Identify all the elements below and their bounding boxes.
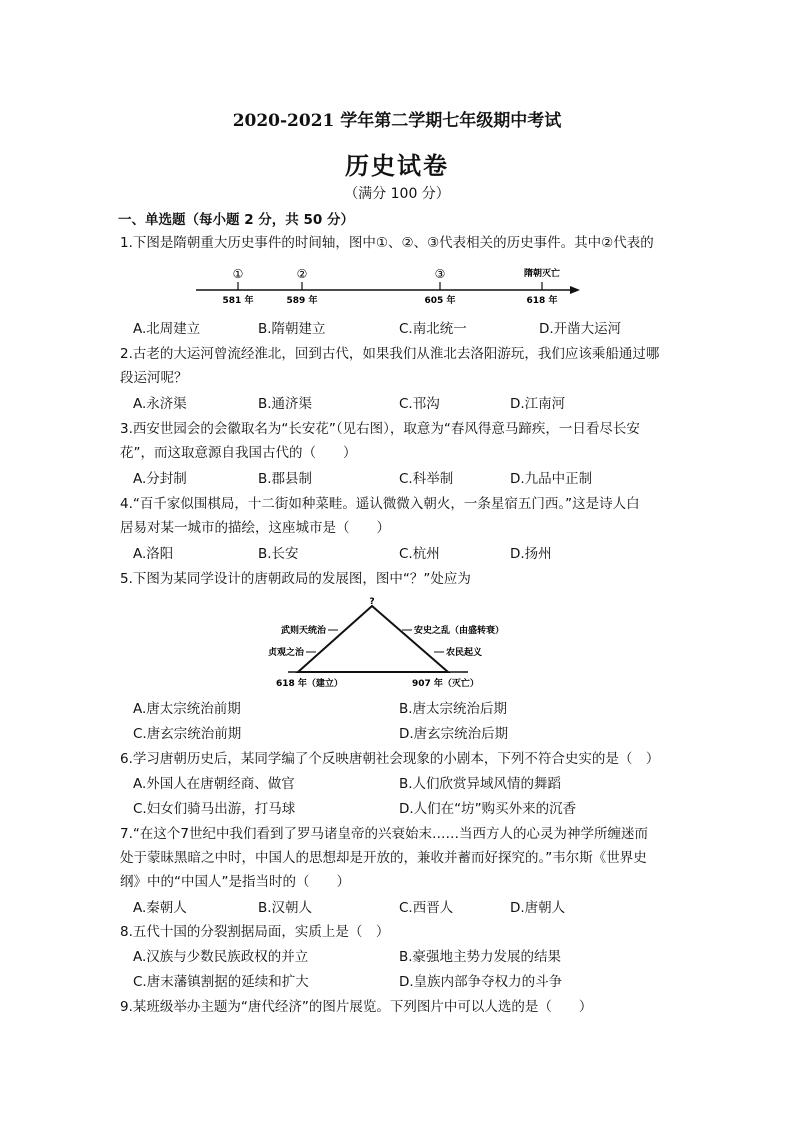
q1-option-d: D.开凿大运河: [539, 321, 622, 337]
timeline-mark-4: 隋朝灭亡: [523, 269, 561, 279]
question-8-text: 8.五代十国的分裂割据局面，实质上是（ ）: [120, 924, 390, 940]
question-4-line-2: 居易对某一城市的描绘，这座城市是（ ）: [120, 520, 390, 536]
q5-tang-politics-diagram: [268, 594, 528, 690]
q7-option-a: A.秦朝人: [133, 900, 187, 916]
timeline-year-589: 589 年: [286, 296, 318, 306]
q2-option-d: D.江南河: [510, 396, 566, 412]
question-7-line-2: 处于蒙昧黑暗之中时，中国人的思想却是开放的，兼收并蓄而好探究的。”韦尔斯《世界史: [120, 850, 647, 866]
q7-option-c: C.西晋人: [399, 900, 454, 916]
score-note: （满分 100 分）: [344, 186, 450, 202]
exam-title: 2020-2021 学年第二学期七年级期中考试: [232, 111, 562, 131]
question-6-text: 6.学习唐朝历史后，某同学编了个反映唐朝社会现象的小剧本，下列不符合史实的是（ ）: [120, 751, 660, 767]
diagram-right-upper: 安史之乱（由盛转衰）: [414, 626, 505, 636]
question-9-text: 9.某班级举办主题为“唐代经济”的图片展览。下列图片中可以人选的是（ ）: [120, 999, 593, 1015]
question-7-line-1: 7.“在这个7世纪中我们看到了罗马诸皇帝的兴衰始末……当西方人的心灵为神学所缠迷而: [120, 826, 648, 842]
q3-option-c: C.科举制: [399, 471, 454, 487]
diagram-start: 618 年（建立）: [276, 679, 343, 689]
q7-option-b: B.汉朝人: [258, 900, 313, 916]
q1-timeline: [190, 264, 590, 306]
timeline-mark-1: ①: [232, 267, 244, 281]
q8-option-a: A.汉族与少数民族政权的并立: [133, 949, 309, 965]
q2-option-c: C.邗沟: [399, 396, 440, 412]
q2-option-b: B.通济渠: [258, 396, 313, 412]
q8-option-b: B.豪强地主势力发展的结果: [399, 949, 562, 965]
timeline-year-618: 618 年: [526, 296, 558, 306]
q5-option-a: A.唐太宗统治前期: [133, 701, 241, 717]
q3-option-d: D.九品中正制: [510, 471, 593, 487]
question-3-line-1: 3.西安世园会的会徽取名为“长安花”（见右图），取意为“春风得意马蹄疾，一日看尽长安: [120, 421, 640, 437]
triangle-shape: [298, 606, 448, 672]
q7-option-d: D.唐朝人: [510, 900, 566, 916]
question-7-line-3: 纲》中的“中国人”是指当时的（ ）: [120, 874, 350, 890]
question-4-line-1: 4.“百千家似围棋局，十二街如种菜畦。遥认微微入朝火，一条星宿五门西。”这是诗人白: [120, 496, 640, 512]
q6-option-d: D.人们在“坊”购买外来的沉香: [399, 801, 577, 817]
timeline-mark-2: ②: [296, 267, 308, 281]
diagram-left-upper: 武则天统治: [280, 626, 326, 636]
diagram-right-lower: 农民起义: [446, 648, 483, 658]
q3-option-b: B.郡县制: [258, 471, 313, 487]
question-3-line-2: 花”，而这取意源自我国古代的（ ）: [120, 445, 357, 461]
timeline-year-605: 605 年: [424, 296, 456, 306]
diagram-end: 907 年（灭亡）: [412, 679, 479, 689]
q1-option-c: C.南北统一: [399, 321, 467, 337]
question-2-line-2: 段运河呢？: [120, 370, 188, 386]
q1-option-b: B.隋朝建立: [258, 321, 326, 337]
q4-option-b: B.长安: [258, 546, 299, 562]
q8-option-d: D.皇族内部争夺权力的斗争: [399, 974, 563, 990]
q5-option-b: B.唐太宗统治后期: [399, 701, 508, 717]
timeline-year-581: 581 年: [222, 296, 254, 306]
question-2-line-1: 2.古老的大运河曾流经淮北，回到古代，如果我们从淮北去洛阳游玩，我们应该乘船通过哪: [120, 346, 660, 362]
q8-option-c: C.唐末藩镇割据的延续和扩大: [133, 974, 309, 990]
q1-option-a: A.北周建立: [133, 321, 201, 337]
question-5-text: 5.下图为某同学设计的唐朝政局的发展图，图中“？”处应为: [120, 571, 471, 587]
q5-option-c: C.唐玄宗统治前期: [133, 726, 242, 742]
question-1-text: 1.下图是隋朝重大历史事件的时间轴，图中①、②、③代表相关的历史事件。其中②代表的: [120, 235, 654, 251]
q4-option-d: D.扬州: [510, 546, 552, 562]
q6-option-c: C.妇女们骑马出游，打马球: [133, 801, 296, 817]
q2-option-a: A.永济渠: [133, 396, 187, 412]
q6-option-a: A.外国人在唐朝经商、做官: [133, 776, 295, 792]
subject-title: 历史试卷: [345, 151, 449, 180]
section-heading: 一、单选题（每小题 2 分，共 50 分）: [118, 212, 354, 228]
diagram-left-lower: 贞观之治: [268, 648, 304, 658]
q6-option-b: B.人们欣赏异域风情的舞蹈: [399, 776, 562, 792]
q3-option-a: A.分封制: [133, 471, 187, 487]
timeline-mark-3: ③: [434, 267, 446, 281]
q4-option-a: A.洛阳: [133, 546, 174, 562]
q4-option-c: C.杭州: [399, 546, 440, 562]
diagram-peak-label: ?: [369, 597, 375, 607]
q5-option-d: D.唐玄宗统治后期: [399, 726, 509, 742]
timeline-arrow-icon: [570, 286, 580, 294]
